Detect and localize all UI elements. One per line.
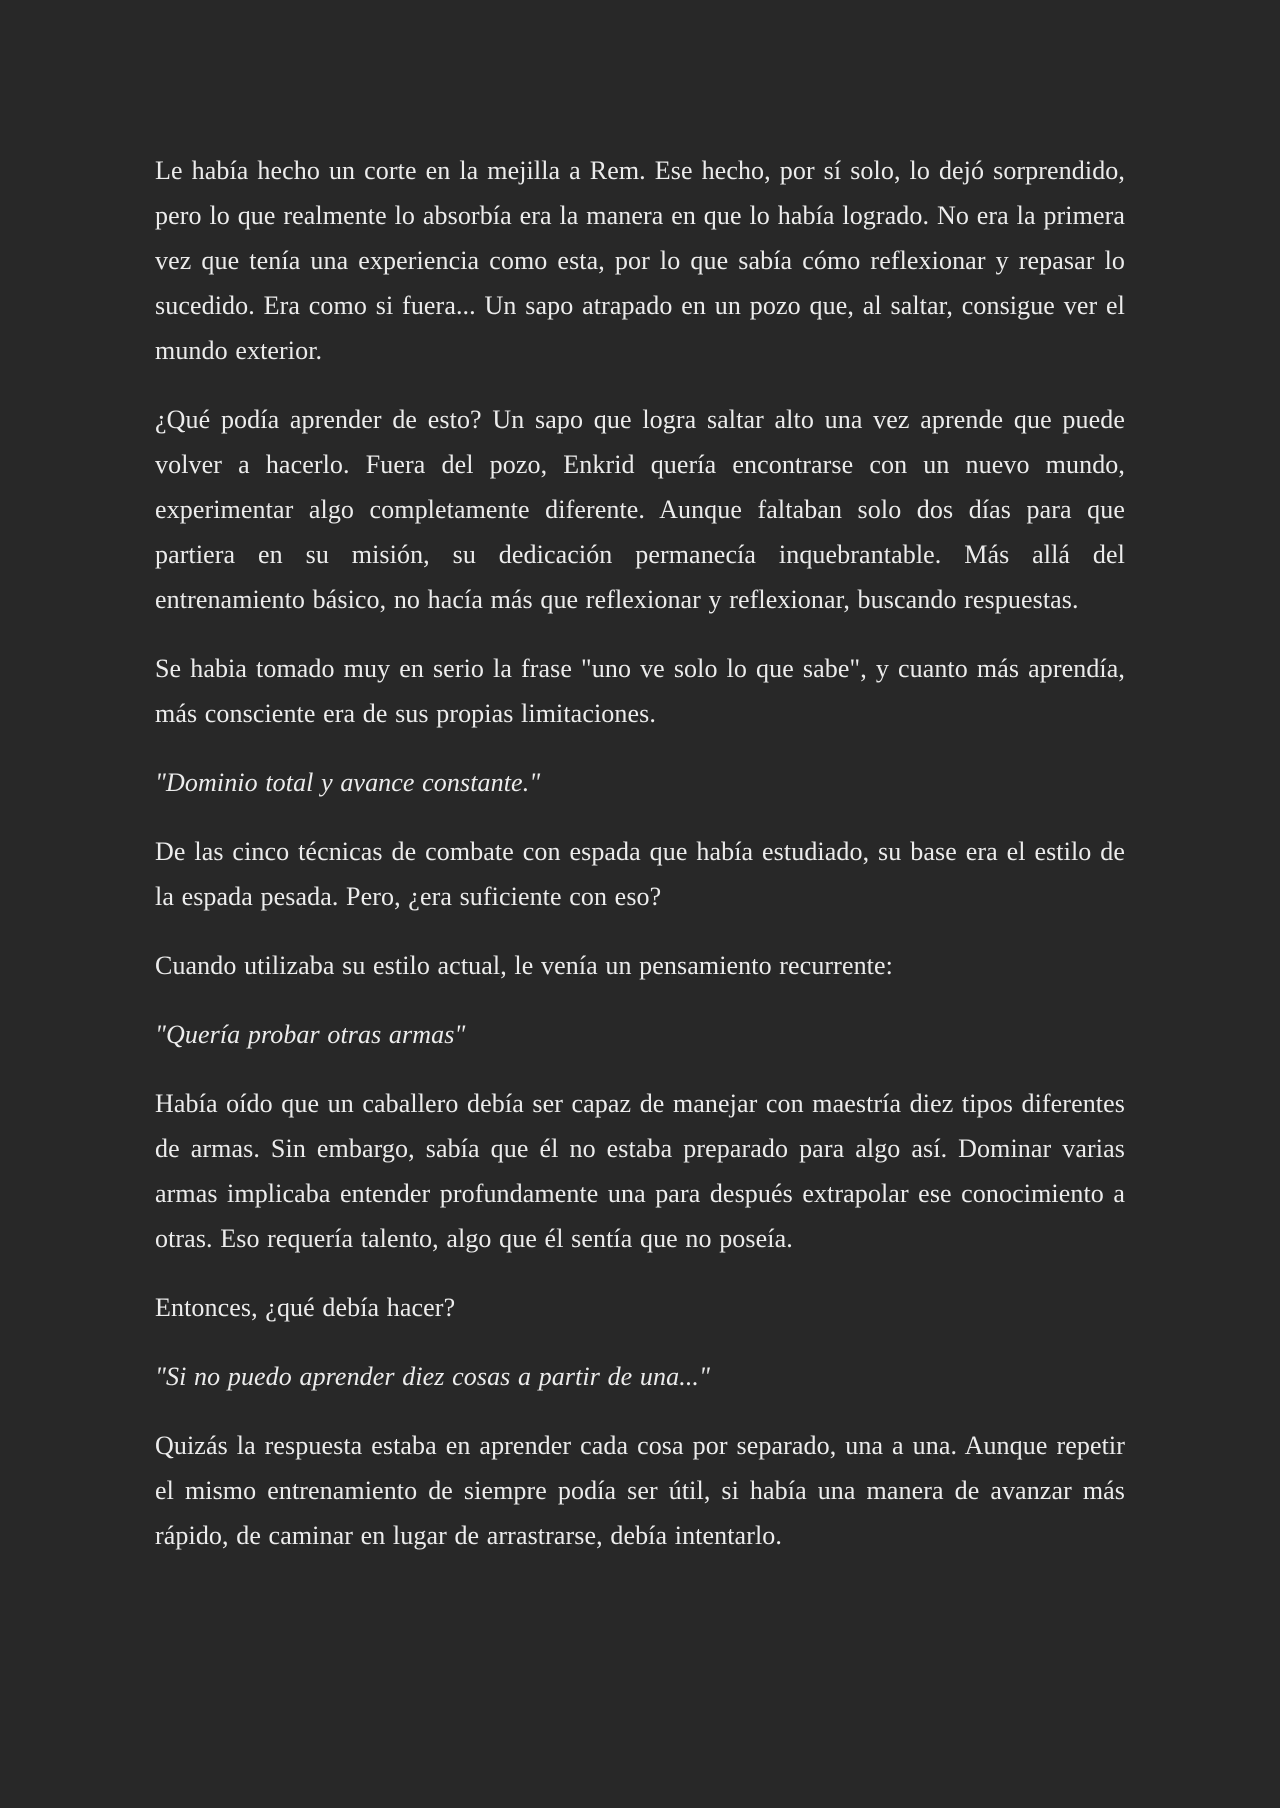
paragraph-3: Se habia tomado muy en serio la frase "uno ve solo lo que sabe", y cuanto más aprendía, más consciente era de sus propias limitaciones. <box>155 654 1125 728</box>
paragraph-9: Entonces, ¿qué debía hacer? <box>155 1293 456 1322</box>
paragraph-8: Había oído que un caballero debía ser capaz de manejar con maestría diez tipos diferentes de armas. Sin embargo, sabía que él no estaba preparado para algo así. Dominar varias armas implicaba entender profundamente una para después extrapolar ese conocimiento a otras. Eso requería talento, algo que él sentía que no poseía. <box>155 1089 1125 1253</box>
paragraph-2: ¿Qué podía aprender de esto? Un sapo que logra saltar alto una vez aprende que puede volver a hacerlo. Fuera del pozo, Enkrid quería encontrarse con un nuevo mundo, experimentar algo completamente diferente. Aunque faltaban solo dos días para que partiera en su misión, su dedicación permanecía inquebrantable. Más allá del entrenamiento básico, no hacía más que reflexionar y reflexionar, buscando respuestas. <box>155 405 1125 614</box>
paragraph-5: De las cinco técnicas de combate con espada que había estudiado, su base era el estilo de la espada pesada. Pero, ¿era suficiente con eso? <box>155 837 1125 911</box>
paragraph-1: Le había hecho un corte en la mejilla a Rem. Ese hecho, por sí solo, lo dejó sorprendido, pero lo que realmente lo absorbía era la manera en que lo había logrado. No era la primera vez que tenía una experiencia como esta, por lo que sabía cómo reflexionar y repasar lo sucedido. Era como si fuera... Un sapo atrapado en un pozo que, al saltar, consigue ver el mundo exterior. <box>155 156 1125 365</box>
quote-otras-armas: "Quería probar otras armas" <box>155 1020 466 1049</box>
quote-diez-cosas: "Si no puedo aprender diez cosas a partir de una..." <box>155 1362 711 1391</box>
quote-dominio-total: "Dominio total y avance constante." <box>155 768 541 797</box>
paragraph-6: Cuando utilizaba su estilo actual, le venía un pensamiento recurrente: <box>155 951 893 980</box>
paragraph-11: Quizás la respuesta estaba en aprender cada cosa por separado, una a una. Aunque repetir el mismo entrenamiento de siempre podía ser útil, si había una manera de avanzar más rápido, de caminar en lugar de arrastrarse, debía intentarlo. <box>155 1431 1125 1550</box>
